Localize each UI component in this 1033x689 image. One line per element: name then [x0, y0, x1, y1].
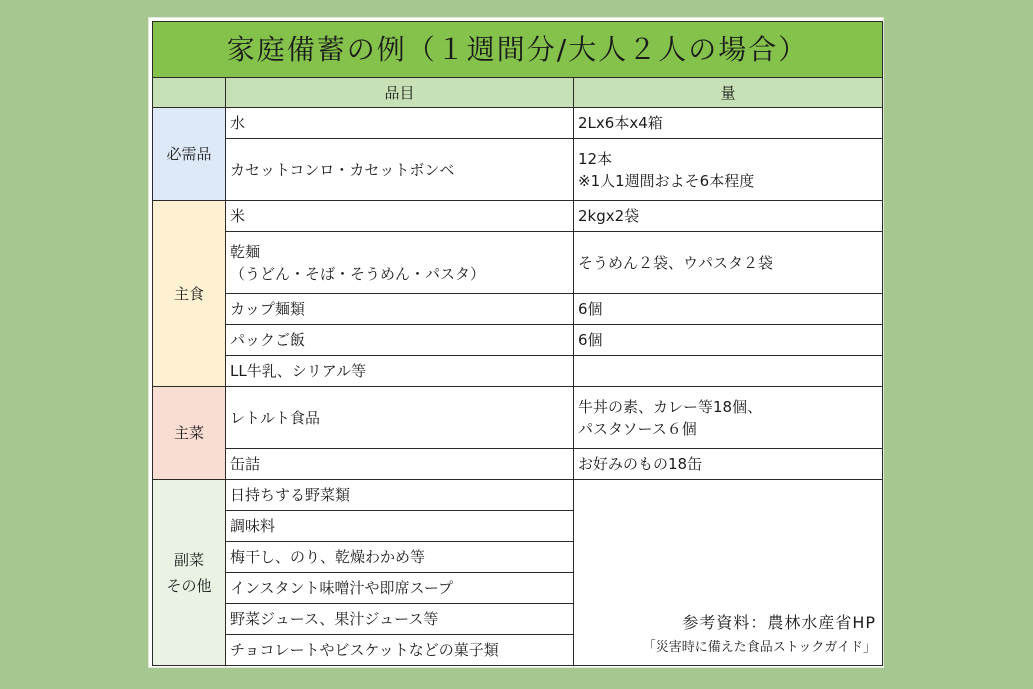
quantity-cell [574, 139, 883, 201]
quantity-cell: お好みのもの18缶 [574, 449, 883, 480]
table-row [153, 201, 883, 232]
quantity-cell: 2kgx2袋 [574, 201, 883, 232]
table-row [153, 139, 883, 201]
item-cell: カセットコンロ・カセットボンベ [226, 139, 574, 201]
table-row [153, 232, 883, 294]
item-cell: チョコレートやビスケットなどの菓子類 [226, 635, 574, 666]
quantity-line: 12本 [578, 149, 613, 168]
item-cell [226, 232, 574, 294]
quantity-cell: 6個 [574, 294, 883, 325]
reference-guide: 「災害時に備えた食品ストックガイド」 [642, 640, 876, 655]
item-cell: 調味料 [226, 511, 574, 542]
item-cell: 梅干し、のり、乾燥わかめ等 [226, 542, 574, 573]
quantity-cell [574, 387, 883, 449]
quantity-cell [574, 356, 883, 387]
table-row [153, 325, 883, 356]
table-row [153, 449, 883, 480]
item-cell: 日持ちする野菜類 [226, 480, 574, 511]
header-row [153, 78, 883, 108]
reference-source: 参考資料：農林水産省HP [682, 613, 876, 632]
header-category [153, 78, 226, 108]
item-cell: パックご飯 [226, 325, 574, 356]
header-quantity: 量 [574, 78, 883, 108]
item-line: （うどん・そば・そうめん・パスタ） [230, 264, 486, 283]
category-main: 主菜 [153, 387, 226, 480]
table-row [153, 480, 883, 511]
category-side-line2: その他 [166, 576, 212, 595]
quantity-cell: そうめん２袋、ウパスタ２袋 [574, 232, 883, 294]
quantity-note: ※1人1週間およそ6本程度 [578, 171, 755, 190]
quantity-line: パスタソース６個 [578, 419, 697, 438]
category-side-line1: 副菜 [173, 550, 204, 569]
header-item: 品目 [226, 78, 574, 108]
stockpile-sheet [148, 17, 884, 668]
item-cell: 缶詰 [226, 449, 574, 480]
item-cell: 野菜ジュース、果汁ジュース等 [226, 604, 574, 635]
item-cell: カップ麺類 [226, 294, 574, 325]
category-staple: 主食 [153, 201, 226, 387]
item-cell: レトルト食品 [226, 387, 574, 449]
table-row [153, 356, 883, 387]
item-cell: インスタント味噌汁や即席スープ [226, 573, 574, 604]
item-line: 乾麺 [230, 242, 261, 261]
stockpile-table [152, 21, 883, 666]
table-row [153, 387, 883, 449]
table-title: 家庭備蓄の例（１週間分/大人２人の場合） [153, 22, 883, 78]
item-cell: LL牛乳、シリアル等 [226, 356, 574, 387]
quantity-line: 牛丼の素、カレー等18個、 [578, 397, 763, 416]
item-cell: 水 [226, 108, 574, 139]
title-row [153, 22, 883, 78]
table-row [153, 294, 883, 325]
quantity-cell: 2Lx6本x4箱 [574, 108, 883, 139]
reference-cell [574, 480, 883, 666]
table-row [153, 108, 883, 139]
category-side [153, 480, 226, 666]
quantity-cell: 6個 [574, 325, 883, 356]
category-essentials: 必需品 [153, 108, 226, 201]
item-cell: 米 [226, 201, 574, 232]
